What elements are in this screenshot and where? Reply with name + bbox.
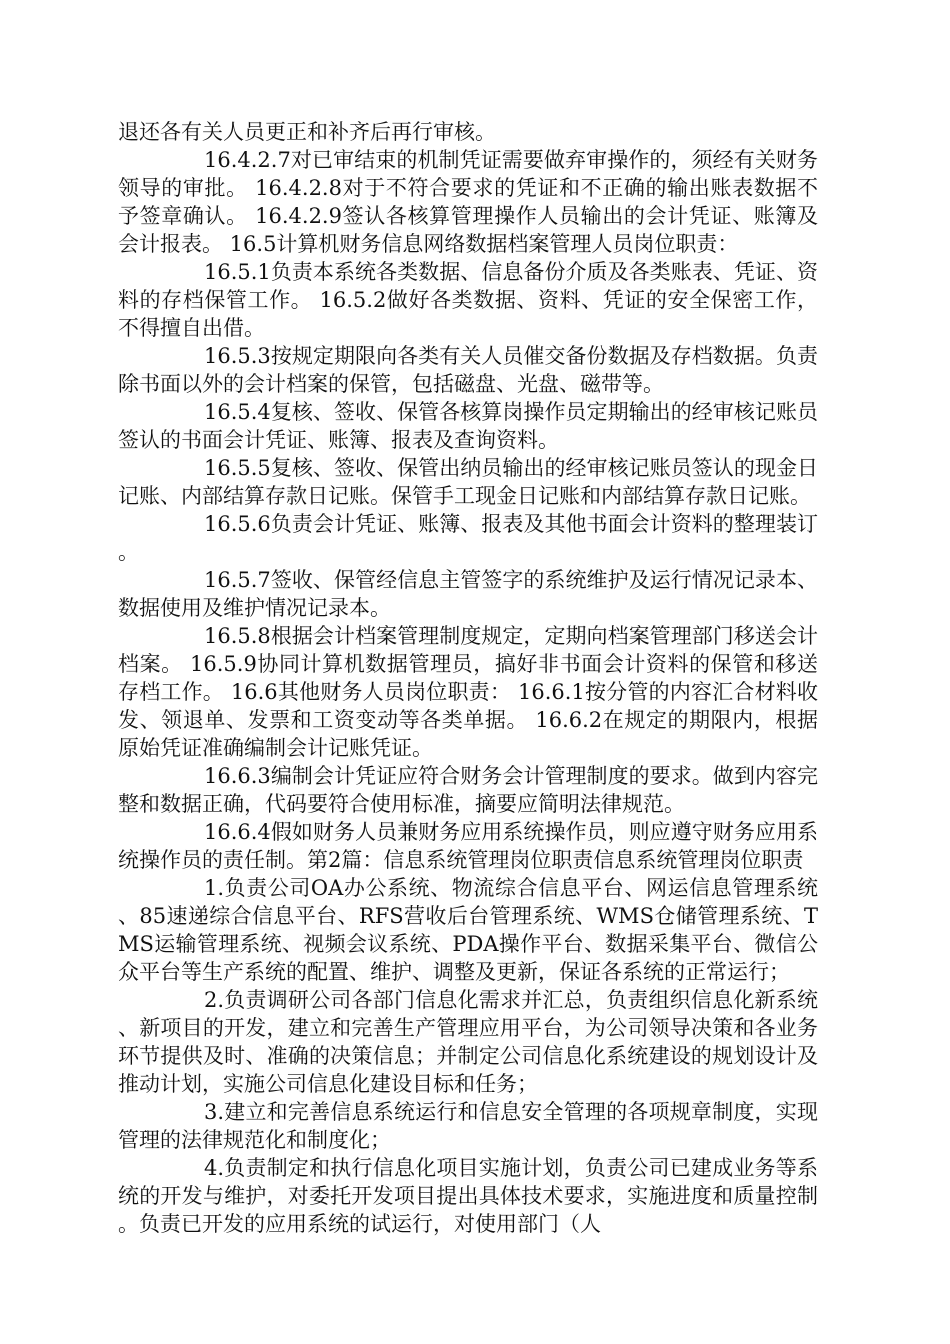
paragraph: 2.负责调研公司各部门信息化需求并汇总，负责组织信息化新系统、新项目的开发，建立和完善生产管理应用平台，为公司领导决策和各业务环节提供及时、准确的决策信息；并制定公司信息化系统建设的规划设计及推动计划，实施公司信息化建设目标和任务； xyxy=(118,988,818,1096)
paragraph: 16.5.8根据会计档案管理制度规定，定期向档案管理部门移送会计档案。 16.5.9协同计算机数据管理员，搞好非书面会计资料的保管和移送存档工作。 16.6其他财务人员岗位职责： 16.6.1按分管的内容汇合材料收发、领退单、发票和工资变动等各类单据。 16.6.2在规定的期限内，根据原始凭证准确编制会计记账凭证。 xyxy=(118,624,818,760)
paragraph: 16.5.3按规定期限向各类有关人员催交备份数据及存档数据。负责除书面以外的会计档案的保管，包括磁盘、光盘、磁带等。 xyxy=(118,344,818,396)
paragraph: 4.负责制定和执行信息化项目实施计划，负责公司已建成业务等系统的开发与维护，对委托开发项目提出具体技术要求，实施进度和质量控制。负责已开发的应用系统的试运行，对使用部门（人 xyxy=(118,1156,818,1236)
paragraph: 16.5.1负责本系统各类数据、信息备份介质及各类账表、凭证、资料的存档保管工作。 16.5.2做好各类数据、资料、凭证的安全保密工作，不得擅自出借。 xyxy=(118,260,818,340)
paragraph: 16.5.6负责会计凭证、账簿、报表及其他书面会计资料的整理装订。 xyxy=(118,512,818,564)
paragraph: 16.4.2.7对已审结束的机制凭证需要做弃审操作的，须经有关财务领导的审批。 16.4.2.8对于不符合要求的凭证和不正确的输出账表数据不予签章确认。 16.4.2.9签认各核算管理操作人员输出的会计凭证、账簿及会计报表。 16.5计算机财务信息网络数据档案管理人员岗位职责： xyxy=(118,148,818,256)
paragraph: 16.5.5复核、签收、保管出纳员输出的经审核记账员签认的现金日记账、内部结算存款日记账。保管手工现金日记账和内部结算存款日记账。 xyxy=(118,456,818,508)
paragraph: 16.6.3编制会计凭证应符合财务会计管理制度的要求。做到内容完整和数据正确，代码要符合使用标准，摘要应简明法律规范。 xyxy=(118,764,818,816)
paragraph: 16.6.4假如财务人员兼财务应用系统操作员，则应遵守财务应用系统操作员的责任制。第2篇：信息系统管理岗位职责信息系统管理岗位职责 xyxy=(118,820,818,872)
paragraph: 16.5.7签收、保管经信息主管签字的系统维护及运行情况记录本、数据使用及维护情况记录本。 xyxy=(118,568,818,620)
paragraph: 退还各有关人员更正和补齐后再行审核。 xyxy=(118,120,496,144)
paragraph: 16.5.4复核、签收、保管各核算岗操作员定期输出的经审核记账员签认的书面会计凭证、账簿、报表及查询资料。 xyxy=(118,400,818,452)
document-page xyxy=(118,118,818,1238)
paragraph: 3.建立和完善信息系统运行和信息安全管理的各项规章制度，实现管理的法律规范化和制度化； xyxy=(118,1100,818,1152)
paragraph: 1.负责公司OA办公系统、物流综合信息平台、网运信息管理系统、85速递综合信息平台、RFS营收后台管理系统、WMS仓储管理系统、TMS运输管理系统、视频会议系统、PDA操作平台、数据采集平台、微信公众平台等生产系统的配置、维护、调整及更新，保证各系统的正常运行； xyxy=(118,876,818,984)
